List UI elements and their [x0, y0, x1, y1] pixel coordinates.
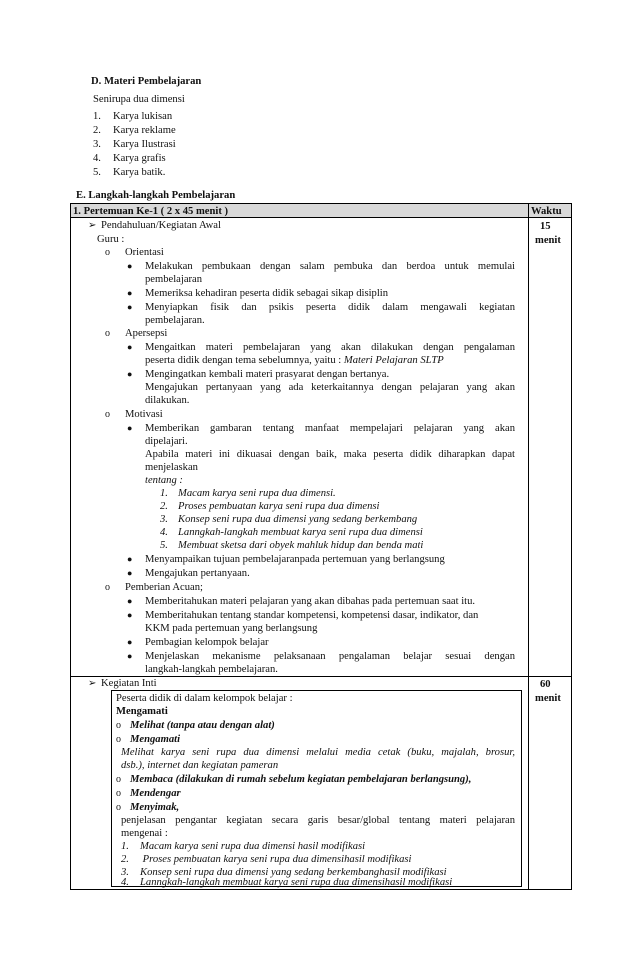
motivasi-list-item: Macam karya seni rupa dua dimensi. [178, 488, 336, 499]
apersepsi-item-1-cont: peserta didik dengan tema sebelumnya, yaitu : [145, 355, 342, 366]
inti-list-item: Lanngkah-langkah membuat karya seni rupa dua dimensihasil modifikasi [140, 877, 453, 888]
orientasi-item-3: Menyiapkan fisik dan psikis peserta didik dalam mengawali kegiatan [145, 302, 515, 313]
acuan-title: Pemberian Acuan; [125, 582, 203, 593]
circle-bullet-icon: o [116, 774, 121, 785]
orientasi-item-3-cont: pembelajaran. [145, 315, 205, 326]
mengamati-heading: Mengamati [116, 706, 168, 717]
orientasi-item-1: Melakukan pembukaan dengan salam pembuka dan berdoa untuk memulai [145, 261, 515, 272]
bullet-icon: ● [127, 342, 133, 352]
inti-intro: Peserta didik di dalam kelompok belajar : [116, 693, 293, 704]
motivasi-item-2: Menyampaikan tujuan pembelajaranpada pertemuan yang berlangsung [145, 554, 445, 565]
acuan-item-4: Menjelaskan mekanisme pelaksanaan pengalaman belajar sesuai dengan [145, 651, 515, 662]
list-item-label: Karya batik. [113, 167, 166, 178]
motivasi-item-1-line3: Apabila materi ini dikuasai dengan baik, maka peserta didik diharapkan dapat [145, 449, 515, 460]
orientasi-item-2: Memeriksa kehadiran peserta didik sebagai sikap disiplin [145, 288, 388, 299]
circle-bullet-icon: o [105, 582, 110, 593]
inti-mengamati-text: Melihat karya seni rupa dua dimensi melalui media cetak (buku, majalah, brosur, [121, 747, 515, 758]
motivasi-tentang: tentang : [145, 475, 183, 486]
circle-bullet-icon: o [116, 802, 121, 813]
bullet-icon: ● [127, 288, 133, 298]
circle-bullet-icon: o [105, 247, 110, 258]
circle-bullet-icon: o [116, 788, 121, 799]
inti-time-unit: menit [535, 693, 561, 704]
apersepsi-item-1: Mengaitkan materi pembelajaran yang akan dilakukan dengan pengalaman [145, 342, 515, 353]
inti-time-value: 60 [540, 679, 551, 690]
list-item-label: Karya reklame [113, 125, 176, 136]
acuan-item-2-cont: KKM pada pertemuan yang berlangsung [145, 623, 318, 634]
inti-list-item: Macam karya seni rupa dua dimensi hasil modifikasi [140, 841, 366, 852]
bullet-icon: ● [127, 568, 133, 578]
inti-list-item: Proses pembuatan karya seni rupa dua dimensihasil modifikasi [140, 854, 412, 865]
circle-bullet-icon: o [116, 734, 121, 745]
list-item-label: Karya Ilustrasi [113, 139, 176, 150]
motivasi-item-1-line4: menjelaskan [145, 462, 198, 473]
apersepsi-item-2-line3: dilakukan. [145, 395, 190, 406]
section-e-heading: E. Langkah-langkah Pembelajaran [76, 190, 236, 201]
inti-item-menyimak: Menyimak, [130, 802, 180, 813]
bullet-icon: ● [127, 651, 133, 661]
section-d-intro: Senirupa dua dimensi [93, 94, 185, 105]
arrow-icon: ➢ [88, 220, 97, 231]
list-item: 5. [93, 167, 101, 178]
awal-title: Pendahuluan/Kegiatan Awal [101, 220, 221, 231]
motivasi-item-1-cont: dipelajari. [145, 436, 188, 447]
apersepsi-item-2: Mengingatkan kembali materi prasyarat dengan bertanya. [145, 369, 390, 380]
awal-time-value: 15 [540, 221, 551, 232]
arrow-icon: ➢ [88, 678, 97, 689]
bullet-icon: ● [127, 423, 133, 433]
list-item: 4. [93, 153, 101, 164]
acuan-item-3: Pembagian kelompok belajar [145, 637, 269, 648]
apersepsi-item-2-line2: Mengajukan pertanyaan yang ada keterkaitannya dengan pelajaran yang akan [145, 382, 515, 393]
list-item: 1. [93, 111, 101, 122]
bullet-icon: ● [127, 302, 133, 312]
orientasi-item-1-cont: pembelajaran [145, 274, 203, 285]
circle-bullet-icon: o [105, 328, 110, 339]
circle-bullet-icon: o [105, 409, 110, 420]
circle-bullet-icon: o [116, 720, 121, 731]
apersepsi-materi: Materi Pelajaran SLTP [343, 355, 444, 366]
motivasi-item-1: Memberikan gambaran tentang manfaat mempelajari pelajaran yang akan [145, 423, 515, 434]
inti-title: Kegiatan Inti [101, 678, 157, 689]
section-d-heading: D. Materi Pembelajaran [91, 76, 202, 87]
acuan-item-2: Memberitahukan tentang standar kompetensi, kompetensi dasar, indikator, dan [145, 610, 479, 621]
orientasi-title: Orientasi [125, 247, 164, 258]
inti-mengamati-text-2: dsb.), internet dan kegiatan pameran [121, 760, 279, 771]
bullet-icon: ● [127, 369, 133, 379]
inti-item-mengamati: Mengamati [130, 734, 181, 745]
bullet-icon: ● [127, 554, 133, 564]
inti-item-membaca: Membaca (dilakukan di rumah sebelum kegiatan pembelajaran berlangsung), [130, 774, 472, 785]
table-header-title: 1. Pertemuan Ke-1 ( 2 x 45 menit ) [73, 206, 229, 217]
acuan-item-1: Memberitahukan materi pelajaran yang akan dibahas pada pertemuan saat itu. [145, 596, 476, 607]
motivasi-item-3: Mengajukan pertanyaan. [145, 568, 250, 579]
motivasi-list-item: Konsep seni rupa dua dimensi yang sedang berkembang [178, 514, 418, 525]
list-item-label: Karya grafis [113, 153, 166, 164]
awal-time-unit: menit [535, 235, 561, 246]
list-item: 3. [93, 139, 101, 150]
inti-menyimak-text: penjelasan pengantar kegiatan secara garis besar/global tentang materi pelajaran [121, 815, 515, 826]
list-item: 2. [93, 125, 101, 136]
apersepsi-title: Apersepsi [125, 328, 168, 339]
inti-item-mendengar: Mendengar [130, 788, 181, 799]
bullet-icon: ● [127, 596, 133, 606]
bullet-icon: ● [127, 637, 133, 647]
list-item-label: Karya lukisan [113, 111, 173, 122]
motivasi-list-item: Membuat sketsa dari obyek mahluk hidup dan benda mati [178, 540, 424, 551]
bullet-icon: ● [127, 261, 133, 271]
acuan-item-4-cont: langkah-langkah pembelajaran. [145, 664, 278, 675]
motivasi-title: Motivasi [125, 409, 163, 420]
inti-list-item: Konsep seni rupa dua dimensi yang sedang berkembanghasil modifikasi [140, 867, 447, 878]
motivasi-list-item: Lanngkah-langkah membuat karya seni rupa dua dimensi [178, 527, 423, 538]
waktu-header: Waktu [531, 206, 562, 217]
motivasi-list-item: Proses pembuatan karya seni rupa dua dimensi [178, 501, 380, 512]
inti-menyimak-text-2: mengenai : [121, 828, 168, 839]
bullet-icon: ● [127, 610, 133, 620]
inti-item-melihat: Melihat (tanpa atau dengan alat) [130, 720, 275, 731]
guru-label: Guru : [97, 234, 125, 245]
